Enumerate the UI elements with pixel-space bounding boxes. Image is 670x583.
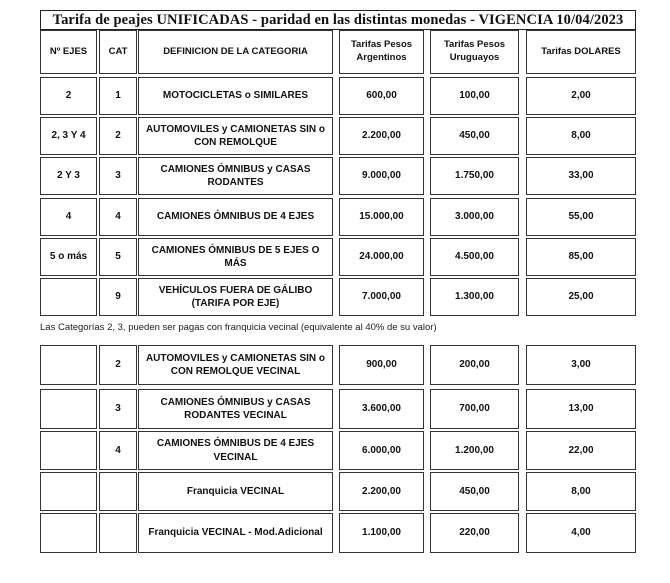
definition-cell: CAMIONES ÓMNIBUS DE 4 EJES VECINAL [138,431,333,470]
usd-tariff-cell: 2,00 [526,77,636,115]
usd-tariff-cell: 55,00 [526,198,636,236]
document-title: Tarifa de peajes UNIFICADAS - paridad en las distintas monedas - VIGENCIA 10/04/2023 [40,10,636,30]
ars-tariff-cell: 9.000,00 [339,157,424,195]
definition-cell: Franquicia VECINAL - Mod.Adicional [138,513,333,553]
cat-cell: 2 [99,345,137,385]
ars-tariff-cell: 900,00 [339,345,424,385]
cat-cell: 3 [99,157,137,195]
definition-cell: CAMIONES ÓMNIBUS DE 4 EJES [138,198,333,236]
ars-tariff-cell: 6.000,00 [339,431,424,470]
ars-tariff-cell: 7.000,00 [339,278,424,316]
cat-cell: 4 [99,198,137,236]
usd-tariff-cell: 8,00 [526,117,636,155]
usd-tariff-cell: 13,00 [526,389,636,429]
ejes-cell: 4 [40,198,97,236]
ejes-cell: 2, 3 Y 4 [40,117,97,155]
cat-cell: 9 [99,278,137,316]
header-uyu: Tarifas Pesos Uruguayos [430,30,519,74]
definition-cell: VEHÍCULOS FUERA DE GÁLIBO (TARIFA POR EJE) [138,278,333,316]
uyu-tariff-cell: 1.300,00 [430,278,519,316]
usd-tariff-cell: 4,00 [526,513,636,553]
definition-cell: CAMIONES ÓMNIBUS DE 5 EJES O MÁS [138,238,333,276]
usd-tariff-cell: 3,00 [526,345,636,385]
definition-cell: MOTOCICLETAS o SIMILARES [138,77,333,115]
header-usd: Tarifas DOLARES [526,30,636,74]
ejes-cell [40,345,97,385]
uyu-tariff-cell: 100,00 [430,77,519,115]
cat-cell: 3 [99,389,137,429]
ejes-cell: 2 [40,77,97,115]
definition-cell: CAMIONES ÓMNIBUS y CASAS RODANTES [138,157,333,195]
ars-tariff-cell: 2.200,00 [339,117,424,155]
usd-tariff-cell: 85,00 [526,238,636,276]
usd-tariff-cell: 8,00 [526,472,636,511]
ejes-cell: 2 Y 3 [40,157,97,195]
ars-tariff-cell: 2.200,00 [339,472,424,511]
header-ars: Tarifas Pesos Argentinos [339,30,424,74]
ejes-cell [40,389,97,429]
definition-cell: CAMIONES ÓMNIBUS y CASAS RODANTES VECINAL [138,389,333,429]
ars-tariff-cell: 15.000,00 [339,198,424,236]
uyu-tariff-cell: 1.200,00 [430,431,519,470]
cat-cell: 5 [99,238,137,276]
ars-tariff-cell: 24.000,00 [339,238,424,276]
ejes-cell [40,472,97,511]
uyu-tariff-cell: 220,00 [430,513,519,553]
uyu-tariff-cell: 3.000,00 [430,198,519,236]
cat-cell: 1 [99,77,137,115]
ars-tariff-cell: 1.100,00 [339,513,424,553]
ejes-cell: 5 o más [40,238,97,276]
ejes-cell [40,513,97,553]
definition-cell: AUTOMOVILES y CAMIONETAS SIN o CON REMOLQUE VECINAL [138,345,333,385]
header-ejes: Nº EJES [40,30,97,74]
uyu-tariff-cell: 700,00 [430,389,519,429]
usd-tariff-cell: 22,00 [526,431,636,470]
ejes-cell [40,431,97,470]
cat-cell [99,513,137,553]
uyu-tariff-cell: 1.750,00 [430,157,519,195]
usd-tariff-cell: 33,00 [526,157,636,195]
ejes-cell [40,278,97,316]
uyu-tariff-cell: 4.500,00 [430,238,519,276]
header-cat: CAT [99,30,137,74]
cat-cell [99,472,137,511]
uyu-tariff-cell: 450,00 [430,472,519,511]
definition-cell: AUTOMOVILES y CAMIONETAS SIN o CON REMOLQUE [138,117,333,155]
uyu-tariff-cell: 200,00 [430,345,519,385]
ars-tariff-cell: 3.600,00 [339,389,424,429]
header-definicion: DEFINICION DE LA CATEGORIA [138,30,333,74]
cat-cell: 4 [99,431,137,470]
definition-cell: Franquicia VECINAL [138,472,333,511]
usd-tariff-cell: 25,00 [526,278,636,316]
uyu-tariff-cell: 450,00 [430,117,519,155]
ars-tariff-cell: 600,00 [339,77,424,115]
cat-cell: 2 [99,117,137,155]
vecinal-note: Las Categorías 2, 3, pueden ser pagas con franquicia vecinal (equivalente al 40% de su valor) [40,322,437,333]
